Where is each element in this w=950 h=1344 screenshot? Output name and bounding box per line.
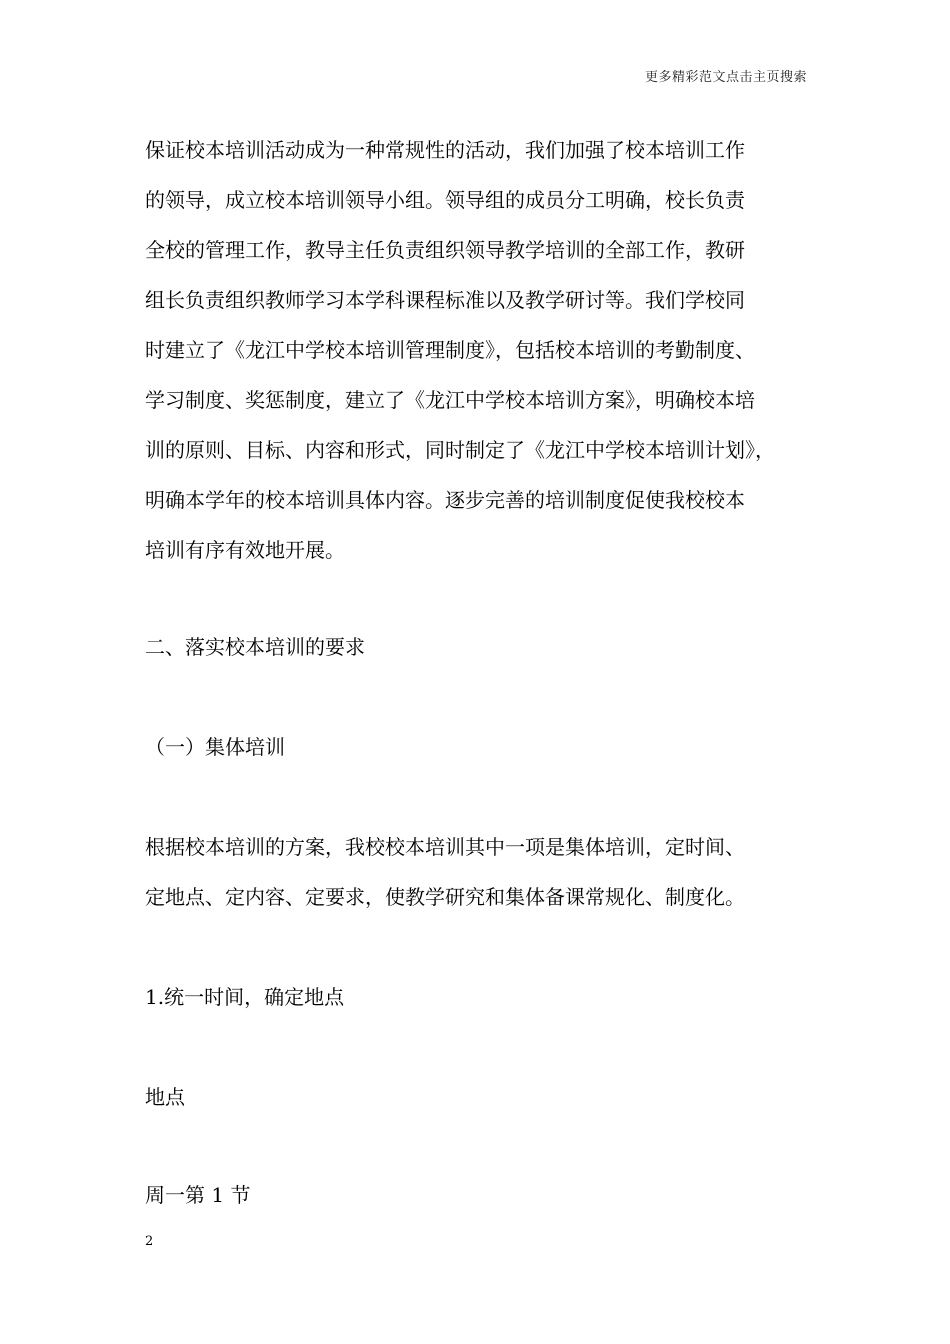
paragraph-line: 时建立了《龙江中学校本培训管理制度》，包括校本培训的考勤制度、	[145, 338, 755, 362]
paragraph-line: 的领导，成立校本培训领导小组。领导组的成员分工明确，校长负责	[145, 188, 745, 212]
schedule-label: 周一第 1 节	[145, 1183, 251, 1207]
item-heading: 1.统一时间，确定地点	[145, 985, 345, 1009]
paragraph-line: 明确本学年的校本培训具体内容。逐步完善的培训制度促使我校校本	[145, 488, 745, 512]
paragraph-line: 培训有序有效地开展。	[145, 538, 345, 562]
location-label: 地点	[145, 1085, 185, 1109]
page-number: 2	[145, 1234, 154, 1249]
paragraph-line: 组长负责组织教师学习本学科课程标准以及教学研讨等。我们学校同	[145, 288, 745, 312]
paragraph-line: 训的原则、目标、内容和形式，同时制定了《龙江中学校本培训计划》，	[145, 438, 775, 462]
paragraph-line: 全校的管理工作，教导主任负责组织领导教学培训的全部工作，教研	[145, 238, 745, 262]
paragraph-line: 定地点、定内容、定要求，使教学研究和集体备课常规化、制度化。	[145, 885, 745, 909]
subsection-heading: （一）集体培训	[145, 735, 285, 759]
section-heading: 二、落实校本培训的要求	[145, 635, 365, 659]
paragraph-line: 根据校本培训的方案，我校校本培训其中一项是集体培训，定时间、	[145, 835, 745, 859]
paragraph-line: 学习制度、奖惩制度，建立了《龙江中学校本培训方案》，明确校本培	[145, 388, 755, 412]
header-tagline[interactable]: 更多精彩范文点击主页搜索	[644, 70, 807, 85]
paragraph-line: 保证校本培训活动成为一种常规性的活动，我们加强了校本培训工作	[145, 138, 745, 162]
